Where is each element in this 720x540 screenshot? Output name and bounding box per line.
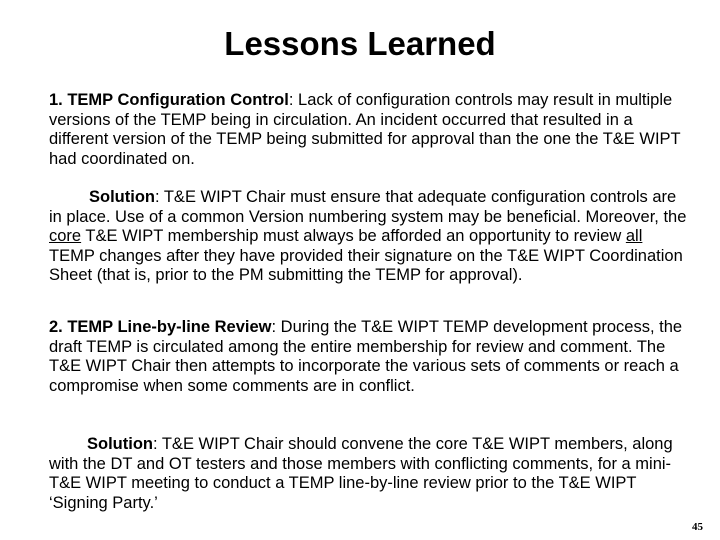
solution-1-paragraph — [49, 188, 689, 286]
lesson-2-heading: 2. TEMP Line-by-line Review — [49, 318, 272, 336]
solution-1-text-c: TEMP changes after they have provided their signature on the T&E WIPT Coordination Sheet (that is, prior to the PM submitting the TEMP for approval). — [49, 246, 683, 284]
lesson-1-paragraph — [49, 91, 689, 169]
solution-1-label: Solution — [89, 188, 155, 206]
page-number: 45 — [692, 521, 703, 533]
solution-1-underline-core: core — [49, 227, 82, 245]
solution-2-paragraph — [49, 435, 689, 513]
solution-2-label: Solution — [87, 435, 153, 453]
slide-title: Lessons Learned — [224, 25, 496, 62]
lesson-1-text: : Lack of configuration controls may result in multiple versions of the TEMP being in circulation. An incident occurred that resulted in a different version of the TEMP being submitted for approval than the one the T&E WIPT had coordinated on. — [49, 91, 681, 168]
solution-1-underline-all: all — [625, 227, 643, 245]
solution-1-text-a: : T&E WIPT Chair must ensure that adequate configuration controls are in place. Use of a common Version numbering system may be beneficial. Moreover, the — [49, 188, 687, 226]
lesson-1-heading: 1. TEMP Configuration Control — [49, 91, 289, 109]
solution-2-text: : T&E WIPT Chair should convene the core T&E WIPT members, along with the DT and OT testers and those members with conflicting comments, for a mini-T&E WIPT meeting to conduct a TEMP line-by-line review prior to the T&E WIPT ‘Signing Party.’ — [49, 435, 673, 512]
lesson-2-paragraph — [49, 318, 689, 396]
lesson-2-text: : During the T&E WIPT TEMP development process, the draft TEMP is circulated among the entire membership for review and comment. The T&E WIPT Chair then attempts to incorporate the various sets of comments or reach a compromise when some comments are in conflict. — [49, 318, 683, 395]
solution-1-text-b: T&E WIPT membership must always be afforded an opportunity to review — [81, 227, 626, 245]
